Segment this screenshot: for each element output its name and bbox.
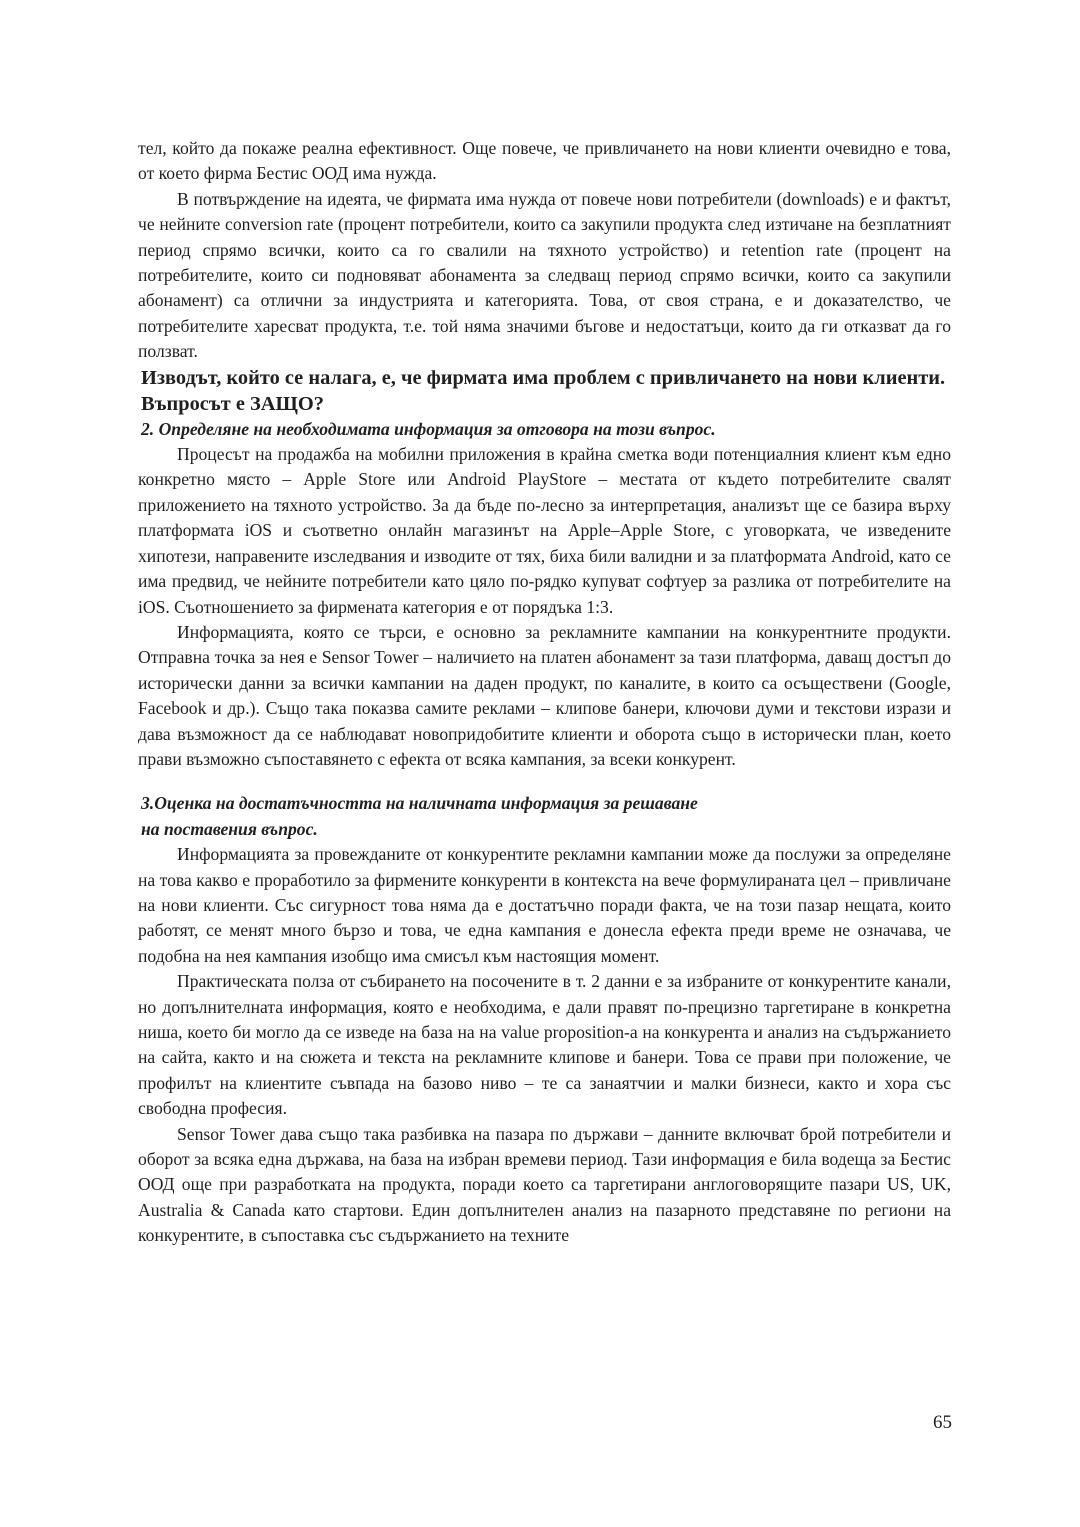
conclusion-heading: Изводът, който се налага, е, че фирмата има проблем с привличането на нови клиенти. Въпросът е ЗАЩО? [141,366,946,415]
paragraph-7: Sensor Tower дава също така разбивка на пазара по държави – данните включват брой потребители и оборот за всяка една държава, на база на избран времеви период. Тази информация е била водеща за Бестис ООД още при разработката на продукта, поради което са таргетирани англоговорящите пазари US, UK, Australia & Canada като стартови. Един допълнителен анализ на пазарното представяне по региони на конкурентите, в съпоставка със съдържанието на техните [138,1123,951,1246]
paragraph-3: Процесът на продажба на мобилни приложения в крайна сметка води потенциалния клиент към едно конкретно място – Apple Store или Android PlayStore – местата от където потребителите свалят приложението на тяхното устройство. За да бъде по-лесно за интерпретация, анализът ще се базира върху платформата iOS и съответно онлайн магазинът на Apple–Apple Store, с уговорката, че изведените хипотези, направените изследвания и изводите от тях, биха били валидни и за платформата Android, като се има предвид, че нейните потребители като цяло по-рядко купуват софтуер за разлика от потребителите на iOS. Съотношението за фирмената категория е от порядъка 1:3. [138,444,951,617]
page-body [138,136,951,1249]
section-3-heading-line-2: на поставения въпрос. [141,818,318,839]
section-3-heading-line-1: 3.Оценка на достатъчността на наличната информация за решаване [141,793,698,814]
paragraph-5: Информацията за провежданите от конкурентите рекламни кампании може да послужи за определяне на това какво е проработило за фирмените конкуренти в контекста на вече формулираната цел – привличане на нови клиенти. Със сигурност това няма да е достатъчно поради факта, че на този пазар нещата, които работят, се менят много бързо и това, че една кампания е донесла ефекта преди време не означава, че подобна на нея кампания изобщо има смисъл към настоящия момент. [138,844,951,966]
paragraph-6: Практическата полза от събирането на посочените в т. 2 данни е за избраните от конкурентите канали, но допълнителната информация, която е необходима, е дали правят по-прецизно таргетиране в конкретна ниша, което би могло да се изведе на база на на value proposition-а на конкурента и анализ на съдържанието на сайта, както и на сюжета и текста на рекламните клипове и банери. Това се прави при положение, че профилът на клиентите съвпада на базово ниво – те са занаятчии и малки бизнеси, както и хора със свободна професия. [138,971,951,1119]
paragraph-2: В потвърждение на идеята, че фирмата има нужда от повече нови потребители (downloads) е и фактът, че нейните conversion rate (процент потребители, които са закупили продукта след изтичане на безплатният период спрямо всички, които са го свалили на тяхното устройство) и retention rate (процент на потребителите, които си подновяват абонамента за следващ период спрямо всички, които са закупили абонамент) са отлични за индустрията и категорията. Това, от своя страна, е и доказателство, че потребителите харесват продукта, т.е. той няма значими бъгове и недостатъци, които да ги отказват да го ползват. [138,188,951,362]
section-2-heading: 2. Определяне на необходимата информация за отговора на този въпрос. [141,418,716,439]
paragraph-4: Информацията, която се търси, е основно за рекламните кампании на конкурентните продукти. Отправна точка за нея е Sensor Tower – наличието на платен абонамент за тази платформа, даващ достъп до исторически данни за всички кампании на даден продукт, по каналите, в които са осъществени (Google, Facebook и др.). Също така показва самите реклами – клипове банери, ключови думи и текстови изрази и дава възможност да се наблюдават новопридобитите клиенти и оборота също в исторически план, което прави възможно съпоставянето с ефекта от всяка кампания, за всеки конкурент. [138,621,951,769]
paragraph-1: тел, който да покаже реална ефективност. Още повече, че привличането на нови клиенти очевидно е това, от което фирма Бестис ООД има нужда. [138,138,951,184]
page-number: 65 [933,1412,952,1433]
section-3-heading [138,791,951,842]
